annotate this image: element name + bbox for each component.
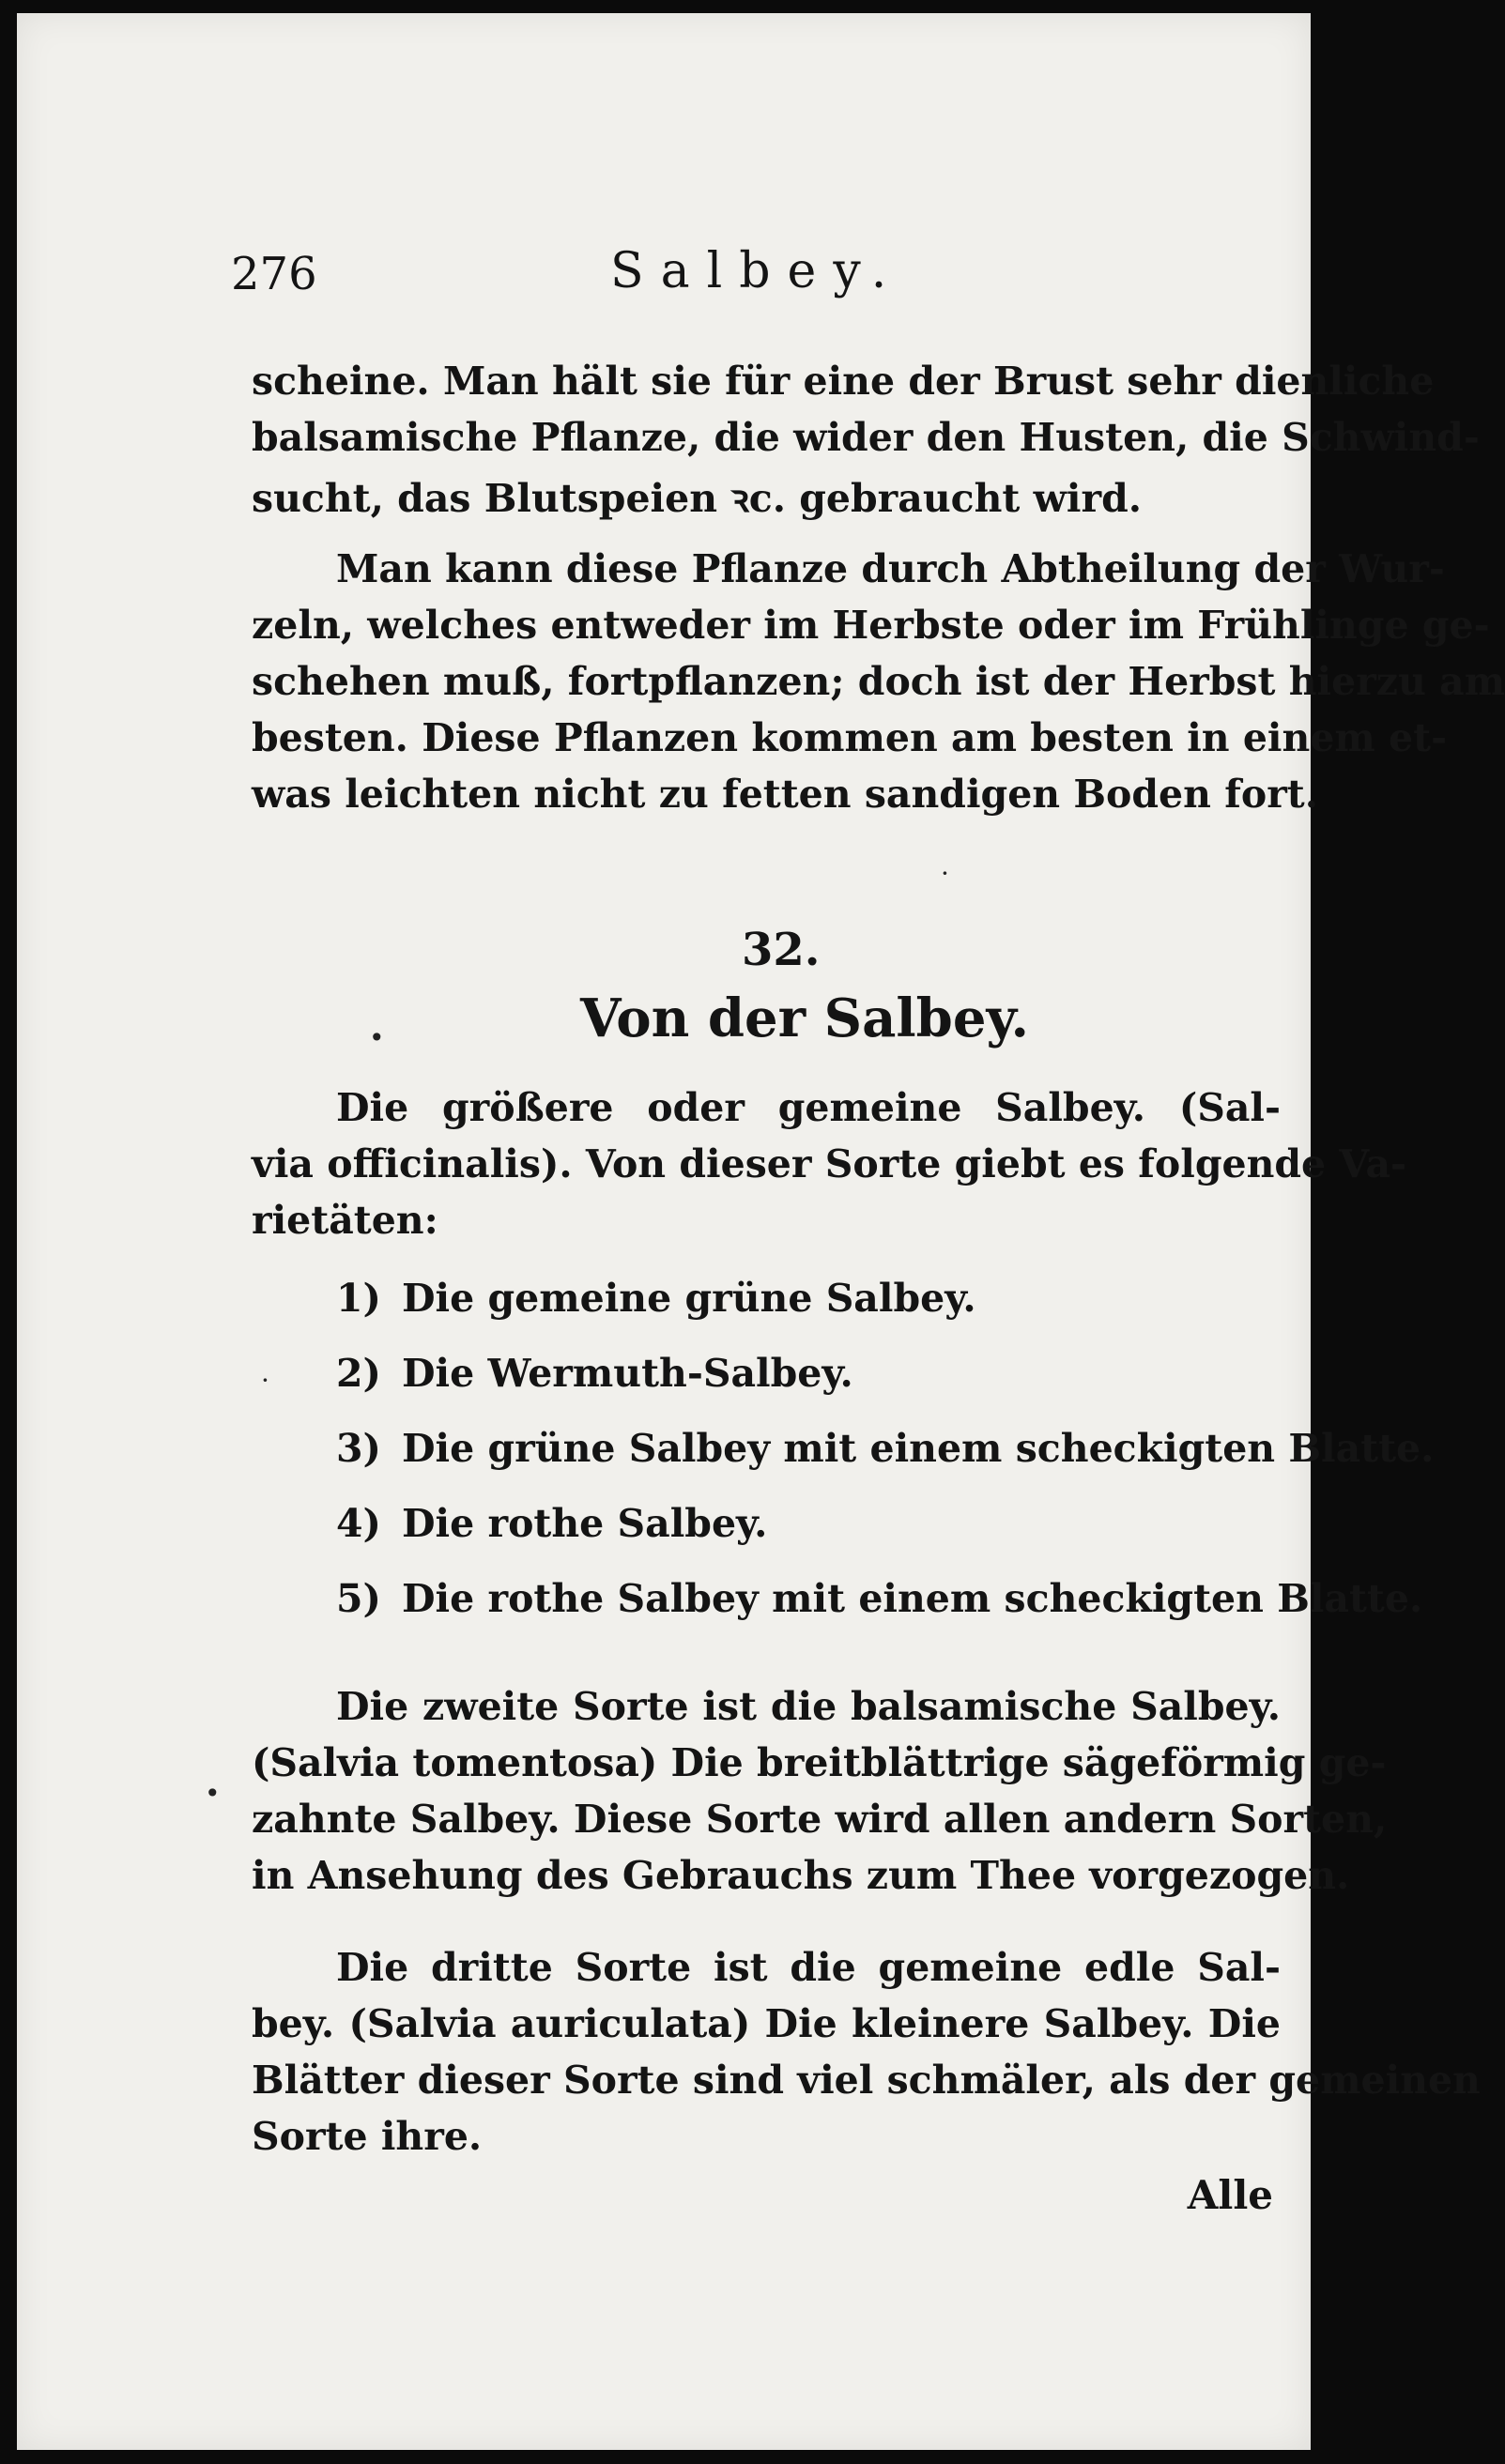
page-number: 276 — [231, 248, 317, 300]
print-speck: · — [941, 858, 949, 889]
text-line: Man kann diese Pflanze durch Abtheilung der Wur- — [336, 546, 1445, 591]
list-item — [336, 1501, 767, 1546]
text-line: bey. (Salvia auriculata) Die kleinere Salbey. Die — [252, 2001, 1281, 2046]
print-speck: • — [205, 1778, 221, 1809]
list-item-text: Die gemeine grüne Salbey. — [402, 1276, 976, 1321]
list-marker: 4) — [336, 1501, 381, 1546]
book-page — [17, 13, 1505, 2450]
text-line: Die zweite Sorte ist die balsamische Salbey. — [336, 1684, 1281, 1729]
list-item-text: Die rothe Salbey mit einem scheckigten Blatte. — [402, 1576, 1423, 1621]
list-marker: 1) — [336, 1276, 381, 1321]
text-line: Die dritte Sorte ist die gemeine edle Sal- — [336, 1945, 1281, 1990]
text-line: (Salvia tomentosa) Die breitblättrige sägeförmig ge- — [252, 1740, 1387, 1785]
list-item-text: Die grüne Salbey mit einem scheckigten Blatte. — [402, 1426, 1435, 1471]
text-line: balsamische Pflanze, die wider den Husten, die Schwind- — [252, 415, 1480, 460]
text-line: sucht, das Blutspeien ꝛc. gebraucht wird. — [252, 476, 1143, 521]
section-number: 32. — [742, 924, 821, 976]
text-line: Blätter dieser Sorte sind viel schmäler, als der gemeinen — [252, 2058, 1481, 2103]
text-line: was leichten nicht zu fetten sandigen Boden fort. — [252, 772, 1319, 817]
text-line: via officinalis). Von dieser Sorte giebt es folgende Va- — [252, 1141, 1407, 1186]
list-marker: 5) — [336, 1576, 381, 1621]
list-item-text: Die Wermuth-Salbey. — [402, 1351, 853, 1396]
text-line: schehen muß, fortpflanzen; doch ist der Herbst hierzu am — [252, 659, 1505, 704]
text-line: in Ansehung des Gebrauchs zum Thee vorgezogen. — [252, 1853, 1350, 1898]
list-item — [336, 1576, 1422, 1621]
text-line: rietäten: — [252, 1198, 438, 1243]
text-line: scheine. Man hält sie für eine der Brust sehr dienliche — [252, 359, 1435, 404]
list-item — [336, 1351, 853, 1396]
list-item — [336, 1426, 1434, 1471]
list-marker: 3) — [336, 1426, 381, 1471]
print-speck: • — [369, 1022, 385, 1053]
list-item — [336, 1276, 976, 1321]
text-line: besten. Diese Pflanzen kommen am besten in einem et- — [252, 715, 1448, 760]
section-title: Von der Salbey. — [580, 987, 1030, 1049]
text-line: Die größere oder gemeine Salbey. (Sal- — [336, 1085, 1281, 1130]
list-marker: 2) — [336, 1351, 381, 1396]
list-item-text: Die rothe Salbey. — [402, 1501, 768, 1546]
text-line: Sorte ihre. — [252, 2114, 483, 2159]
text-line: zahnte Salbey. Diese Sorte wird allen andern Sorten, — [252, 1797, 1388, 1842]
print-speck: · — [261, 1365, 269, 1396]
catchword: Alle — [1187, 2172, 1273, 2218]
running-title: Salbey. — [610, 243, 904, 299]
text-line: zeln, welches entweder im Herbste oder im Frühlinge ge- — [252, 603, 1490, 648]
